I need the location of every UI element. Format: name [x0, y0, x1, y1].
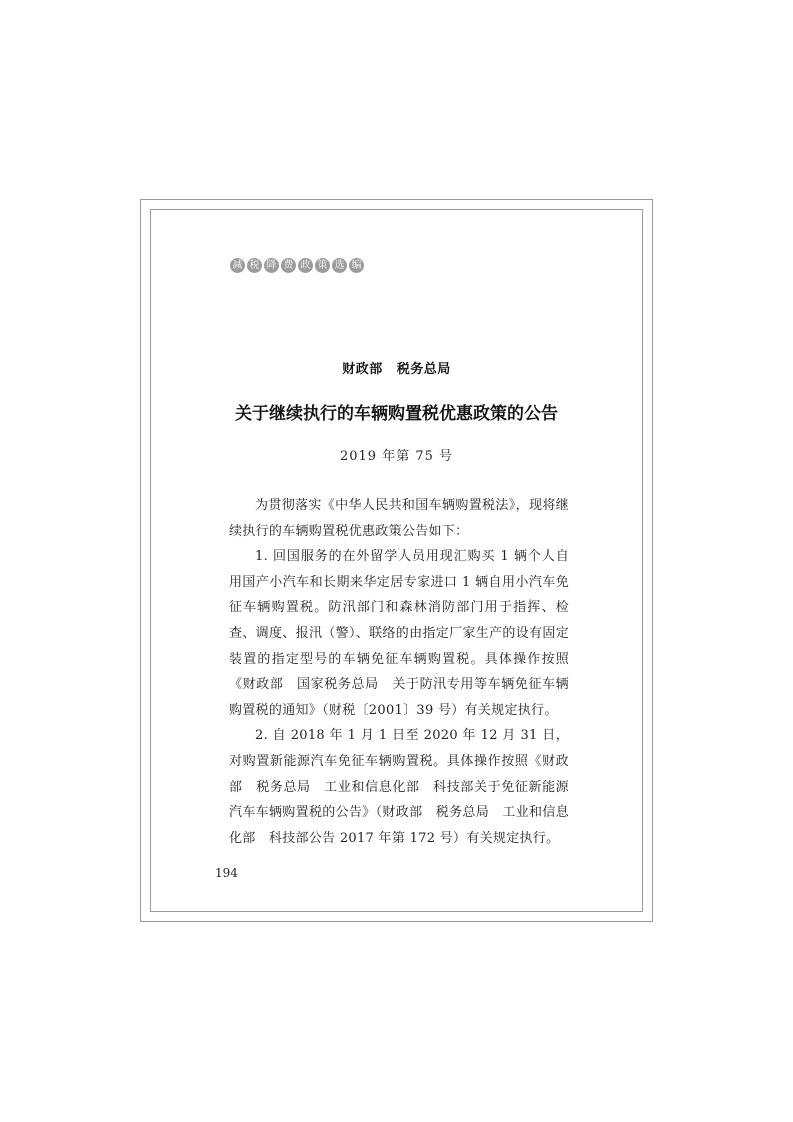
- series-char: 费: [281, 258, 296, 273]
- issuer-ministry-of-finance: 财政部: [342, 362, 383, 377]
- series-char: 降: [264, 258, 279, 273]
- document-title: 关于继续执行的车辆购置税优惠政策的公告: [235, 404, 558, 424]
- series-char: 减: [230, 258, 245, 273]
- series-char: 税: [247, 258, 262, 273]
- paragraph-item-2: 2. 自 2018 年 1 月 1 日至 2020 年 12 月 31 日，对购置新能源汽车免征车辆购置税。具体操作按照《财政部 税务总局 工业和信息化部 科技部关于免征新能源汽车车辆购置税的公告》（财政部 税务总局 工业和信息化部 科技部公告 2017 年第 172 号）有关规定执行。: [229, 728, 569, 846]
- issuing-agencies: [150, 358, 643, 377]
- series-char: 策: [315, 258, 330, 273]
- paragraph-intro: 为贯彻落实《中华人民共和国车辆购置税法》，现将继续执行的车辆购置税优惠政策公告如下：: [229, 498, 569, 539]
- issuer-tax-administration: 税务总局: [396, 362, 451, 377]
- series-char: 选: [332, 258, 347, 273]
- series-char: 政: [298, 258, 313, 273]
- document-number: 2019 年第 75 号: [339, 449, 454, 464]
- series-char: 编: [349, 258, 364, 273]
- paragraph-item-1: 1. 回国服务的在外留学人员用现汇购买 1 辆个人自用国产小汽车和长期来华定居专家进口 1 辆自用小汽车免征车辆购置税。防汛部门和森林消防部门用于指挥、检查、调度、报汛（警）、联络的由指定厂家生产的设有固定装置的指定型号的车辆免征车辆购置税。具体操作按照《财政部 国家税务总局 关于防汛专用等车辆免征车辆购置税的通知》（财税〔2001〕39 号）有关规定执行。: [229, 549, 569, 718]
- page-number: 194: [215, 866, 238, 880]
- document-body: [229, 493, 569, 851]
- series-title-badge: [230, 258, 364, 273]
